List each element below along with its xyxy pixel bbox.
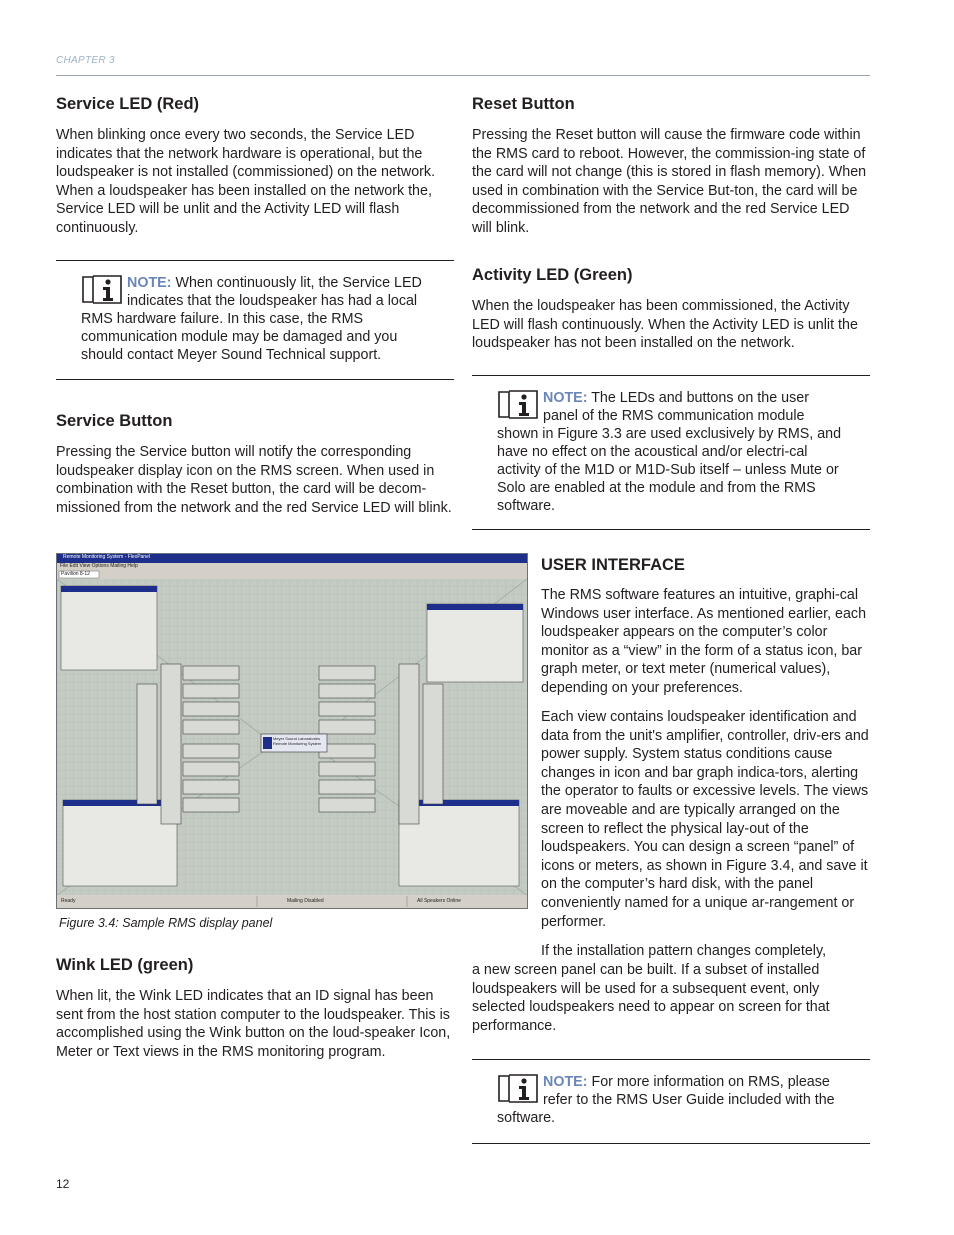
service-led-body: When blinking once every two seconds, the Service LED indicates that the network hardware is operational, but the loudspeaker is not installed (commissioned) on the network. When a loudspeaker has been installed on the network the, Service LED will be unlit and the Activity LED will flash continuously. [56, 127, 436, 236]
service-led-heading: Service LED (Red) [56, 95, 200, 113]
note-text: For more information on RMS, please refer to the RMS User Guide included with the software. [497, 1074, 835, 1126]
info-icon [497, 1073, 539, 1104]
reset-button-body: Pressing the Reset button will cause the firmware code within the RMS card to reboot. However, the commission-ing state of the card will not change (this is stored in flash memory). When used in combination with the Service But-ton, the card will be decommissioned from the network and the red Service LED will blink. [472, 127, 867, 236]
figure-caption: Figure 3.4: Sample RMS display panel [59, 916, 273, 930]
user-interface-p1: The RMS software features an intuitive, graphi-cal Windows user interface. As mentioned earlier, each loudspeaker appears on the computer’s color monitor as a “view” in the form of a status icon, bar graph meter, or text meter (numerical values), depending on your preferences. [541, 587, 867, 696]
wink-led-body: When lit, the Wink LED indicates that an ID signal has been sent from the host station computer to the loudspeaker. This is accomplished using the Wink button on the loud-speaker Icon, Meter or Text views in the RMS monitoring program. [56, 988, 451, 1060]
note-rule-bottom [56, 379, 454, 380]
note-label: NOTE: [127, 275, 172, 291]
note3-rule-top [472, 1059, 870, 1060]
user-interface-p3: a new screen panel can be built. If a subset of installed loudspeakers will be used for a subsequent event, only selected loudspeakers need to appear on screen for that performance. [472, 962, 830, 1034]
user-interface-p3-first-line: If the installation pattern changes completely, [541, 943, 827, 959]
note3-rule-bottom [472, 1143, 870, 1144]
note-text: When continuously lit, the Service LED indicates that the loudspeaker has had a local RMS hardware failure. In this case, the RMS communication module may be damaged and you should contact Meyer Sound Technical support. [81, 275, 422, 363]
rms-status-left: Ready [61, 898, 76, 904]
note-service-led [81, 274, 431, 364]
rms-panel-tab: Pavilion 8-12 [61, 571, 90, 577]
note-rms-guide [497, 1073, 847, 1127]
note-label: NOTE: [543, 390, 588, 406]
service-button-heading: Service Button [56, 412, 173, 430]
rms-display-panel-figure [56, 553, 528, 909]
page-number: 12 [56, 1177, 70, 1191]
rms-status-mid: Mailing Disabled [287, 898, 324, 904]
note2-rule-top [472, 375, 870, 376]
note-leds-buttons [497, 389, 842, 515]
info-icon [81, 274, 123, 305]
rms-window-title: Remote Monitoring System - FlexPanel [63, 554, 150, 560]
note2-rule-bottom [472, 529, 870, 530]
wink-led-heading: Wink LED (green) [56, 956, 194, 974]
user-interface-p2: Each view contains loudspeaker identification and data from the unit's amplifier, controller, driv-ers and power supply. System status conditions cause changes in icon and bar graph indica-tors, alerting the operator to faults or excessive levels. The views are moveable and are typically arranged on the screen to reflect the physical lay-out of the loudspeakers. You can design a screen “panel” of icons or meters, as shown in Figure 3.4, and save it on the computer’s hard disk, with the panel conveniently named for a unique ar-rangement or performer. [541, 709, 869, 930]
activity-led-body: When the loudspeaker has been commissioned, the Activity LED will flash continuously. When the Activity LED is unlit the loudspeaker has not been installed on the network. [472, 298, 858, 352]
note-text: The LEDs and buttons on the user panel of the RMS communication module shown in Figure 3.3 are used exclusively by RMS, and have no effect on the acoustical and/or electri-cal activity of the M1D or M1D-Sub itself – unless Mute or Solo are enabled at the module and from the RMS software. [497, 390, 842, 514]
note-label: NOTE: [543, 1074, 588, 1090]
rms-menu-bar: File Edit View Options Mailing Help [60, 563, 138, 569]
user-interface-heading: USER INTERFACE [541, 556, 685, 574]
service-button-body: Pressing the Service button will notify the corresponding loudspeaker display icon on the RMS screen. When used in combination with the Reset button, the card will be decom-missioned from the network and the red Service LED will blink. [56, 444, 452, 516]
reset-button-heading: Reset Button [472, 95, 575, 113]
header-rule [56, 75, 870, 76]
rms-center-label: Meyer Sound Laboratories Remote Monitoring System [273, 736, 322, 746]
activity-led-heading: Activity LED (Green) [472, 266, 633, 284]
rms-screenshot [57, 554, 527, 908]
chapter-label: CHAPTER 3 [56, 55, 115, 66]
rms-status-right: All Speakers Online [417, 898, 461, 904]
note-rule-top [56, 260, 454, 261]
info-icon [497, 389, 539, 420]
